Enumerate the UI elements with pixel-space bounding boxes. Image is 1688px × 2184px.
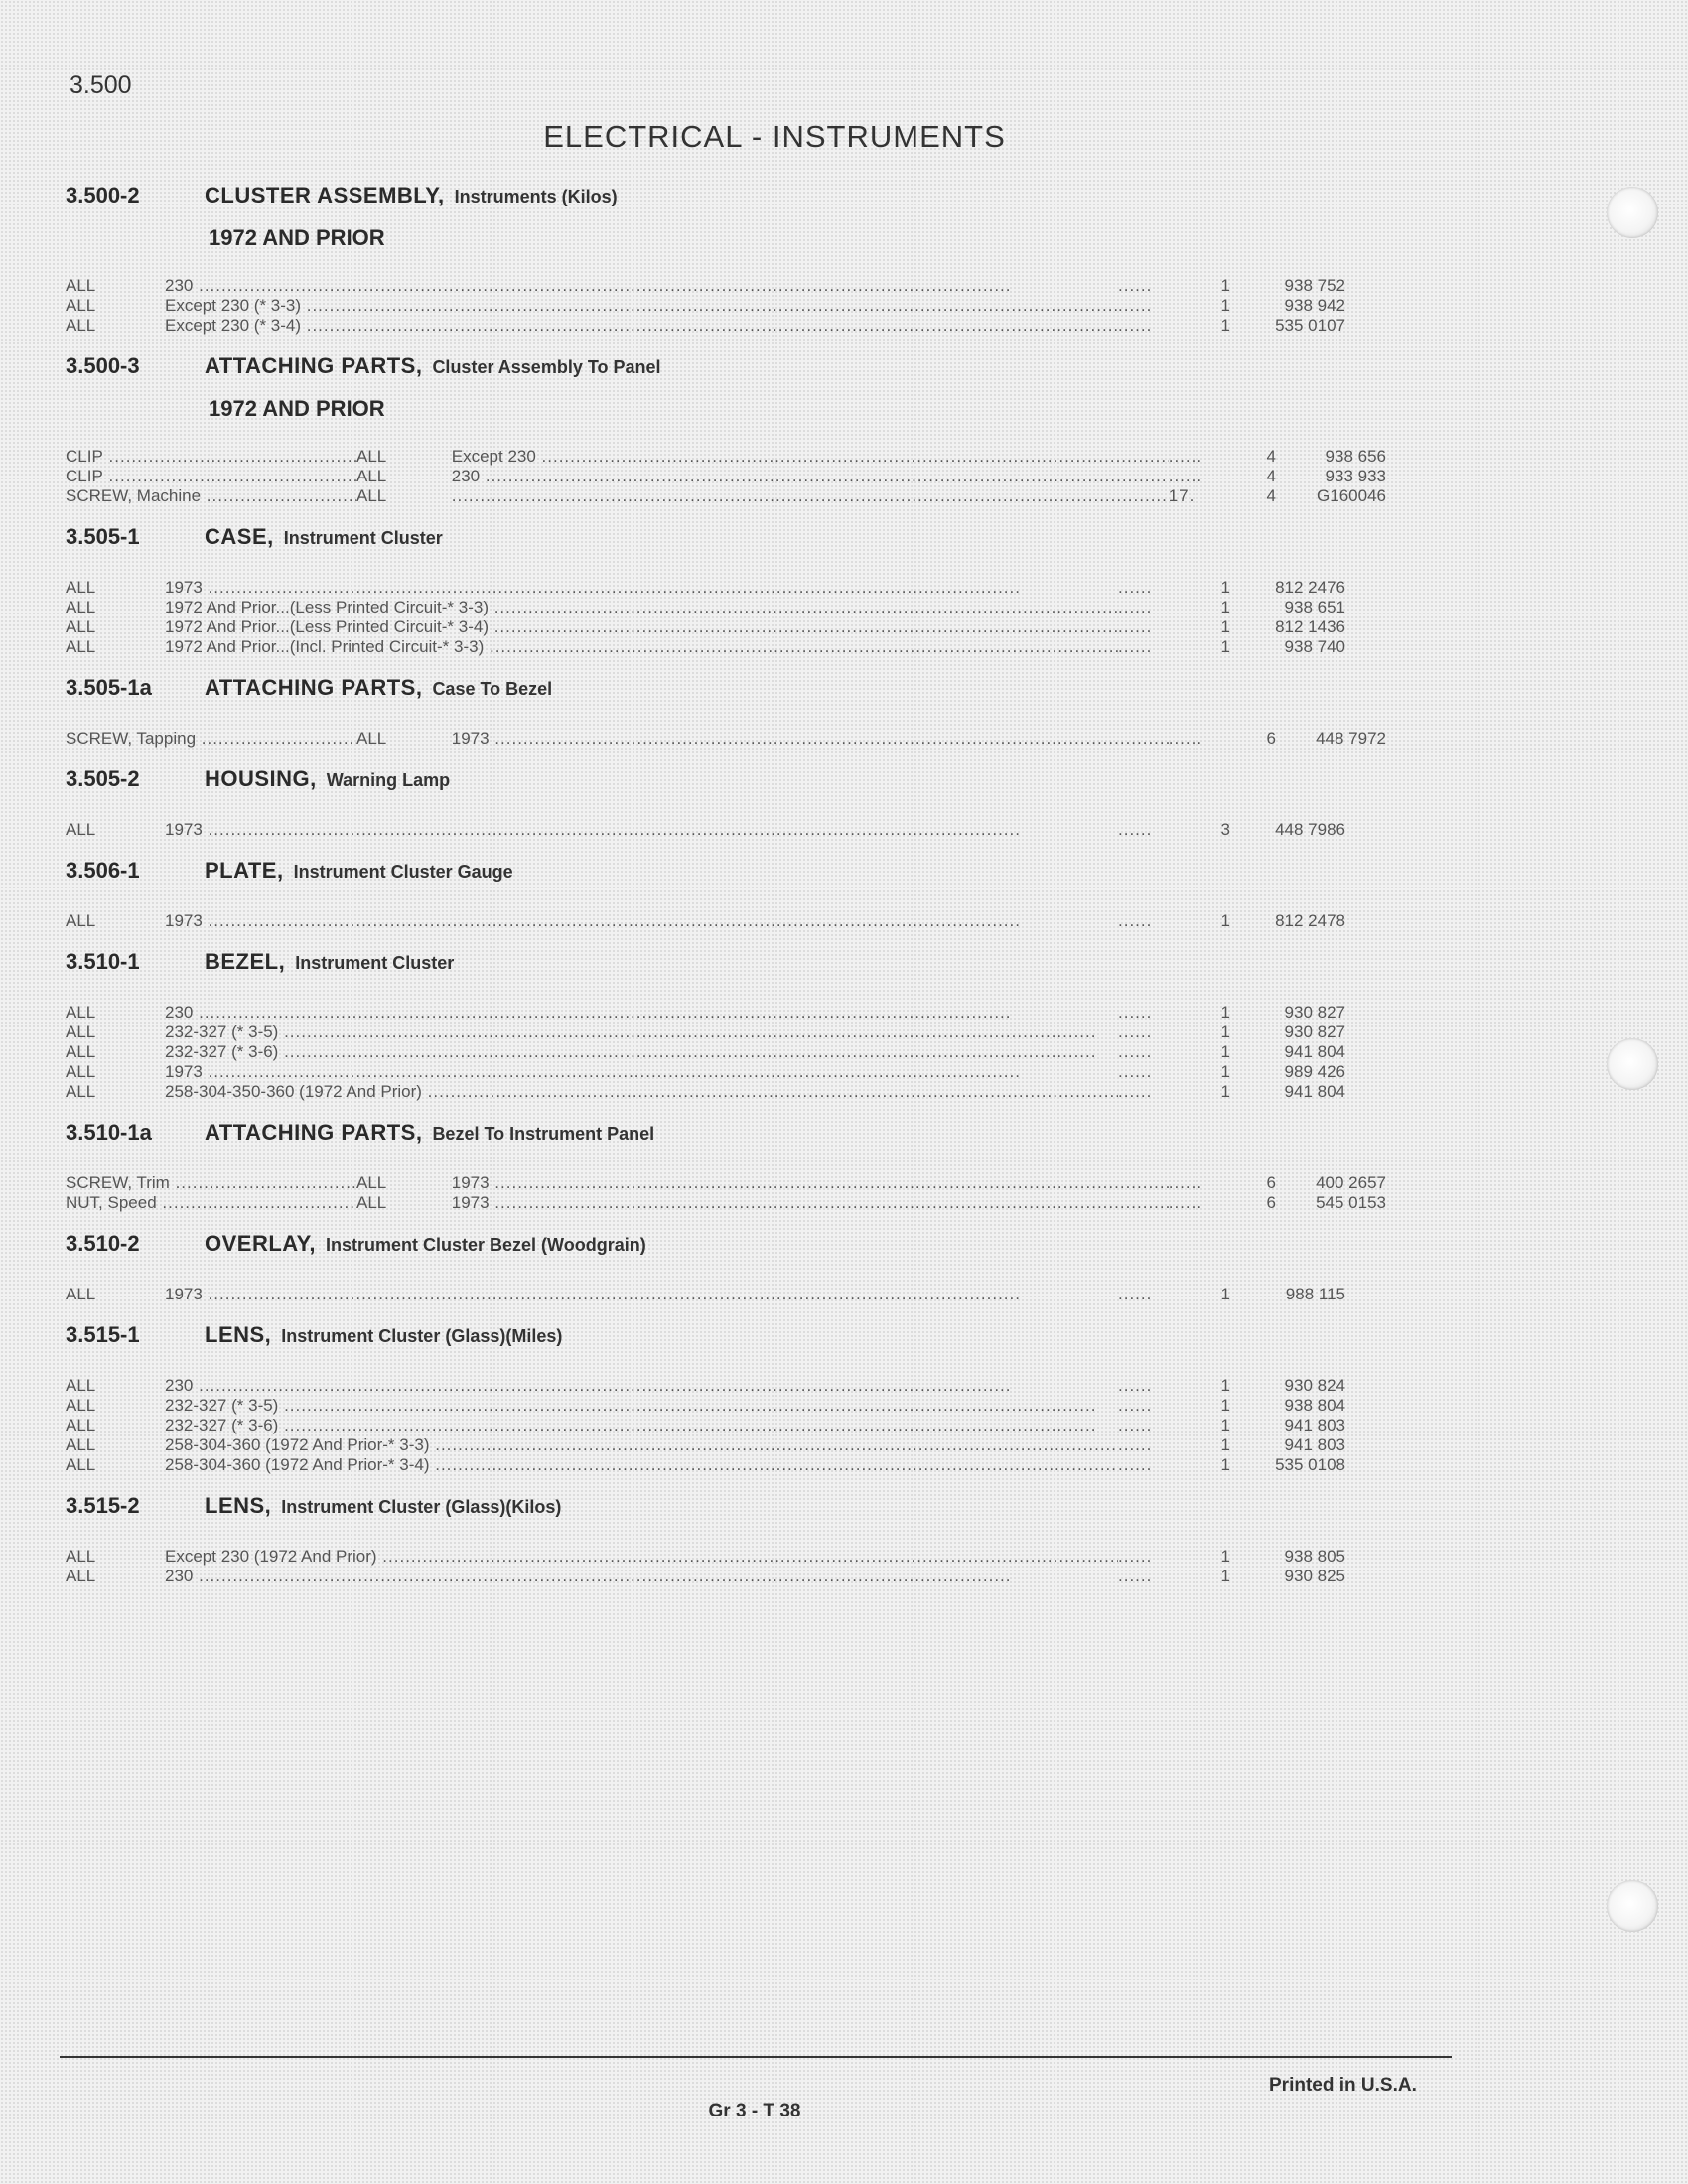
reference: ...... xyxy=(1118,1003,1153,1022)
parts-rows xyxy=(66,254,1386,336)
parts-rows xyxy=(66,1152,1386,1213)
table-row xyxy=(66,1567,1386,1586)
reference: ...... xyxy=(1118,1567,1153,1585)
parts-rows xyxy=(66,1525,1386,1586)
model-code: ALL xyxy=(66,1082,96,1101)
table-row xyxy=(66,1042,1386,1062)
reference: ...... xyxy=(1118,1042,1153,1061)
section-name: CASE, xyxy=(205,524,274,549)
table-row xyxy=(66,467,1386,486)
part-number: 941 803 xyxy=(1284,1435,1345,1454)
row-description: 1972 And Prior...(Less Printed Circuit-* 3-4) ..... xyxy=(165,617,1118,637)
table-row xyxy=(66,598,1386,617)
part-number: 930 827 xyxy=(1284,1023,1345,1041)
reference: ...... xyxy=(1118,296,1153,315)
model-code: ALL xyxy=(66,1416,96,1434)
printed-in: Printed in U.S.A. xyxy=(1269,2075,1417,2096)
reference: 17. xyxy=(1168,486,1196,505)
part-number: 930 827 xyxy=(1284,1003,1345,1022)
quantity: 6 xyxy=(1266,729,1276,748)
part-name: SCREW, Tapping ..... xyxy=(66,729,356,749)
row-description: 1973 ..... xyxy=(165,1285,1118,1304)
model-code: ALL xyxy=(356,467,387,485)
reference: ...... xyxy=(1168,1193,1203,1212)
binder-hole xyxy=(1607,1880,1658,1932)
table-row xyxy=(66,447,1386,467)
reference: ...... xyxy=(1118,1435,1153,1454)
section-subheading: 1972 AND PRIOR xyxy=(209,225,385,250)
table-row xyxy=(66,1285,1386,1304)
page-number: 3.500 xyxy=(70,71,132,99)
table-row xyxy=(66,729,1386,749)
section-number: 3.505-2 xyxy=(66,766,140,791)
parts-rows xyxy=(66,556,1386,657)
row-description: 232-327 (* 3-5) ..... xyxy=(165,1023,1118,1042)
section-header xyxy=(66,518,1386,556)
page-title: ELECTRICAL - INSTRUMENTS xyxy=(543,119,1006,154)
quantity: 1 xyxy=(1220,1416,1230,1434)
part-number: 535 0108 xyxy=(1275,1455,1345,1474)
quantity: 1 xyxy=(1220,1455,1230,1474)
model-code: ALL xyxy=(356,1173,387,1192)
section-name: HOUSING, xyxy=(205,766,317,791)
model-code: ALL xyxy=(66,820,96,839)
parts-section xyxy=(66,1487,1386,1586)
section-number: 3.510-2 xyxy=(66,1231,140,1256)
parts-rows xyxy=(66,425,1386,506)
row-description: 1973 ..... xyxy=(452,1173,1169,1193)
part-number: 545 0153 xyxy=(1316,1193,1386,1212)
model-code: ALL xyxy=(356,447,387,466)
model-code: ALL xyxy=(66,1396,96,1415)
section-name: BEZEL, xyxy=(205,949,286,974)
part-number: 448 7986 xyxy=(1275,820,1345,839)
reference: ...... xyxy=(1118,820,1153,839)
section-number: 3.515-2 xyxy=(66,1493,140,1518)
table-row xyxy=(66,578,1386,598)
part-number: 812 2476 xyxy=(1275,578,1345,597)
section-name: LENS, xyxy=(205,1322,272,1347)
table-row xyxy=(66,1455,1386,1475)
row-description: 232-327 (* 3-6) ..... xyxy=(165,1416,1118,1435)
parts-rows xyxy=(66,1263,1386,1304)
table-row xyxy=(66,820,1386,840)
table-row xyxy=(66,1396,1386,1416)
row-description: Except 230 (* 3-3) ..... xyxy=(165,296,1118,316)
model-code: ALL xyxy=(66,316,96,335)
section-number: 3.505-1 xyxy=(66,524,140,549)
section-name: OVERLAY, xyxy=(205,1231,317,1256)
model-code: ALL xyxy=(356,1193,387,1212)
model-code: ALL xyxy=(66,296,96,315)
table-row xyxy=(66,911,1386,931)
quantity: 4 xyxy=(1266,447,1276,466)
parts-section xyxy=(66,1316,1386,1475)
quantity: 1 xyxy=(1220,296,1230,315)
part-number: 535 0107 xyxy=(1275,316,1345,335)
table-row xyxy=(66,637,1386,657)
section-number: 3.500-2 xyxy=(66,183,140,207)
row-description: 230 ..... xyxy=(165,1003,1118,1023)
section-header xyxy=(66,1487,1386,1525)
quantity: 1 xyxy=(1220,1042,1230,1061)
parts-section xyxy=(66,669,1386,749)
parts-rows xyxy=(66,889,1386,931)
model-code: ALL xyxy=(66,598,96,616)
quantity: 6 xyxy=(1266,1193,1276,1212)
parts-rows xyxy=(66,981,1386,1102)
row-description: 258-304-360 (1972 And Prior-* 3-3) ..... xyxy=(165,1435,1118,1455)
section-description: Cluster Assembly To Panel xyxy=(432,357,661,377)
reference: ...... xyxy=(1118,1023,1153,1041)
parts-rows xyxy=(66,707,1386,749)
table-row xyxy=(66,1376,1386,1396)
section-name: PLATE, xyxy=(205,858,284,883)
table-row xyxy=(66,1416,1386,1435)
model-code: ALL xyxy=(66,1062,96,1081)
model-code: ALL xyxy=(66,578,96,597)
reference: ...... xyxy=(1118,1396,1153,1415)
quantity: 1 xyxy=(1220,911,1230,930)
part-number: 930 824 xyxy=(1284,1376,1345,1395)
model-code: ALL xyxy=(66,911,96,930)
row-description: 258-304-360 (1972 And Prior-* 3-4) ..... xyxy=(165,1455,1118,1475)
part-number: 938 656 xyxy=(1325,447,1386,466)
section-description: Instrument Cluster (Glass)(Kilos) xyxy=(281,1497,562,1517)
table-row xyxy=(66,1062,1386,1082)
reference: ...... xyxy=(1118,598,1153,616)
section-name: LENS, xyxy=(205,1493,272,1518)
reference: ...... xyxy=(1168,447,1203,466)
model-code: ALL xyxy=(66,617,96,636)
reference: ...... xyxy=(1118,617,1153,636)
section-header xyxy=(66,852,1386,889)
reference: ...... xyxy=(1118,1376,1153,1395)
quantity: 1 xyxy=(1220,316,1230,335)
parts-section xyxy=(66,347,1386,506)
footer-rule xyxy=(60,2056,1452,2058)
quantity: 3 xyxy=(1220,820,1230,839)
part-number: 938 805 xyxy=(1284,1547,1345,1566)
part-number: G160046 xyxy=(1317,486,1386,505)
section-header xyxy=(66,760,1386,798)
reference: ...... xyxy=(1118,911,1153,930)
part-name: SCREW, Trim ..... xyxy=(66,1173,356,1193)
parts-section xyxy=(66,943,1386,1102)
model-code: ALL xyxy=(66,1567,96,1585)
section-description: Instrument Cluster Gauge xyxy=(293,862,513,882)
section-header xyxy=(66,943,1386,981)
part-number: 938 804 xyxy=(1284,1396,1345,1415)
row-description: 1972 And Prior...(Incl. Printed Circuit-* 3-3) ..... xyxy=(165,637,1118,657)
row-description: 230 ..... xyxy=(165,1376,1118,1396)
row-description: 230 ..... xyxy=(452,467,1169,486)
table-row xyxy=(66,1023,1386,1042)
section-name: CLUSTER ASSEMBLY, xyxy=(205,183,445,207)
model-code: ALL xyxy=(66,1435,96,1454)
section-description: Instrument Cluster Bezel (Woodgrain) xyxy=(326,1235,646,1255)
section-subheading: 1972 AND PRIOR xyxy=(209,396,385,421)
row-description: Except 230 (* 3-4) ..... xyxy=(165,316,1118,336)
reference: ...... xyxy=(1118,1285,1153,1303)
section-number: 3.500-3 xyxy=(66,353,140,378)
part-number: 941 804 xyxy=(1284,1042,1345,1061)
parts-section xyxy=(66,1114,1386,1213)
quantity: 1 xyxy=(1220,1062,1230,1081)
quantity: 1 xyxy=(1220,276,1230,295)
row-description: Except 230 ..... xyxy=(452,447,1169,467)
row-description xyxy=(452,486,1169,506)
reference: ...... xyxy=(1118,578,1153,597)
parts-rows xyxy=(66,1354,1386,1475)
model-code: ALL xyxy=(66,1285,96,1303)
row-description: 1973 ..... xyxy=(165,911,1118,931)
row-description: 1973 ..... xyxy=(165,1062,1118,1082)
parts-section xyxy=(66,852,1386,931)
parts-section xyxy=(66,1225,1386,1304)
part-number: 988 115 xyxy=(1285,1285,1345,1303)
reference: ...... xyxy=(1118,1062,1153,1081)
section-number: 3.510-1a xyxy=(66,1120,152,1145)
part-number: 930 825 xyxy=(1284,1567,1345,1585)
row-description: 1972 And Prior...(Less Printed Circuit-* 3-3) ..... xyxy=(165,598,1118,617)
section-description: Bezel To Instrument Panel xyxy=(432,1124,655,1144)
table-row xyxy=(66,486,1386,506)
section-description: Instrument Cluster xyxy=(283,528,443,548)
section-description: Case To Bezel xyxy=(432,679,553,699)
table-row xyxy=(66,617,1386,637)
quantity: 1 xyxy=(1220,1285,1230,1303)
quantity: 1 xyxy=(1220,617,1230,636)
section-name: ATTACHING PARTS, xyxy=(205,353,423,378)
part-number: 812 2478 xyxy=(1275,911,1345,930)
section-description: Instrument Cluster (Glass)(Miles) xyxy=(281,1326,563,1346)
quantity: 1 xyxy=(1220,1082,1230,1101)
reference: ...... xyxy=(1118,637,1153,656)
section-number: 3.515-1 xyxy=(66,1322,140,1347)
row-description: Except 230 (1972 And Prior) ..... xyxy=(165,1547,1118,1567)
model-code: ALL xyxy=(356,729,387,748)
table-row xyxy=(66,1003,1386,1023)
quantity: 1 xyxy=(1220,578,1230,597)
section-description: Instrument Cluster xyxy=(295,953,455,973)
section-header xyxy=(66,1316,1386,1354)
part-number: 938 651 xyxy=(1284,598,1345,616)
part-name: SCREW, Machine ..... xyxy=(66,486,356,506)
table-row xyxy=(66,1547,1386,1567)
model-code: ALL xyxy=(66,1023,96,1041)
quantity: 1 xyxy=(1220,1023,1230,1041)
quantity: 1 xyxy=(1220,1435,1230,1454)
reference: ...... xyxy=(1118,1416,1153,1434)
reference: ...... xyxy=(1168,1173,1203,1192)
table-row xyxy=(66,1082,1386,1102)
reference: ...... xyxy=(1118,1547,1153,1566)
row-description: 230 ..... xyxy=(165,1567,1118,1586)
table-row xyxy=(66,1173,1386,1193)
parts-section xyxy=(66,177,1386,336)
model-code: ALL xyxy=(66,276,96,295)
part-number: 933 933 xyxy=(1325,467,1386,485)
quantity: 4 xyxy=(1266,467,1276,485)
quantity: 1 xyxy=(1220,598,1230,616)
model-code: ALL xyxy=(66,1455,96,1474)
reference: ...... xyxy=(1118,276,1153,295)
parts-list xyxy=(66,177,1386,1598)
part-number: 938 942 xyxy=(1284,296,1345,315)
part-number: 938 752 xyxy=(1284,276,1345,295)
part-number: 812 1436 xyxy=(1275,617,1345,636)
part-name: CLIP ..... xyxy=(66,447,356,467)
part-number: 938 740 xyxy=(1284,637,1345,656)
quantity: 1 xyxy=(1220,1376,1230,1395)
quantity: 6 xyxy=(1266,1173,1276,1192)
model-code: ALL xyxy=(66,1376,96,1395)
section-name: ATTACHING PARTS, xyxy=(205,1120,423,1145)
row-description: 1973 ..... xyxy=(165,578,1118,598)
binder-hole xyxy=(1607,1038,1658,1090)
section-number: 3.505-1a xyxy=(66,675,152,700)
part-number: 989 426 xyxy=(1284,1062,1345,1081)
table-row xyxy=(66,276,1386,296)
section-header xyxy=(66,669,1386,707)
model-code: ALL xyxy=(66,637,96,656)
reference: ...... xyxy=(1168,467,1203,485)
row-description: 1973 ..... xyxy=(452,729,1169,749)
section-description: Warning Lamp xyxy=(326,770,451,790)
parts-section xyxy=(66,518,1386,657)
reference: ...... xyxy=(1118,1082,1153,1101)
section-description: Instruments (Kilos) xyxy=(454,187,618,206)
section-name: ATTACHING PARTS, xyxy=(205,675,423,700)
part-number: 941 804 xyxy=(1284,1082,1345,1101)
parts-section xyxy=(66,760,1386,840)
binder-hole xyxy=(1607,187,1658,238)
section-number: 3.510-1 xyxy=(66,949,140,974)
quantity: 1 xyxy=(1220,1396,1230,1415)
part-name: CLIP ..... xyxy=(66,467,356,486)
quantity: 1 xyxy=(1220,1003,1230,1022)
part-name: NUT, Speed ..... xyxy=(66,1193,356,1213)
table-row xyxy=(66,316,1386,336)
table-row xyxy=(66,1435,1386,1455)
row-description: 1973 ..... xyxy=(452,1193,1169,1213)
quantity: 1 xyxy=(1220,1547,1230,1566)
reference: ...... xyxy=(1168,729,1203,748)
table-row xyxy=(66,296,1386,316)
row-description: 230 ..... xyxy=(165,276,1118,296)
row-description: 232-327 (* 3-5) ..... xyxy=(165,1396,1118,1416)
quantity: 1 xyxy=(1220,1567,1230,1585)
model-code: ALL xyxy=(66,1003,96,1022)
section-number: 3.506-1 xyxy=(66,858,140,883)
section-header xyxy=(66,1225,1386,1263)
reference: ...... xyxy=(1118,316,1153,335)
section-header xyxy=(66,1114,1386,1152)
quantity: 4 xyxy=(1266,486,1276,505)
row-description: 232-327 (* 3-6) ..... xyxy=(165,1042,1118,1062)
model-code: ALL xyxy=(66,1042,96,1061)
model-code: ALL xyxy=(356,486,387,505)
part-number: 448 7972 xyxy=(1316,729,1386,748)
quantity: 1 xyxy=(1220,637,1230,656)
parts-rows xyxy=(66,798,1386,840)
row-description: 258-304-350-360 (1972 And Prior) ..... xyxy=(165,1082,1118,1102)
part-number: 941 803 xyxy=(1284,1416,1345,1434)
model-code: ALL xyxy=(66,1547,96,1566)
footer-code: Gr 3 - T 38 xyxy=(708,2101,801,2121)
row-description: 1973 ..... xyxy=(165,820,1118,840)
section-header xyxy=(66,177,1386,214)
part-number: 400 2657 xyxy=(1316,1173,1386,1192)
section-header xyxy=(66,347,1386,385)
table-row xyxy=(66,1193,1386,1213)
reference: ...... xyxy=(1118,1455,1153,1474)
